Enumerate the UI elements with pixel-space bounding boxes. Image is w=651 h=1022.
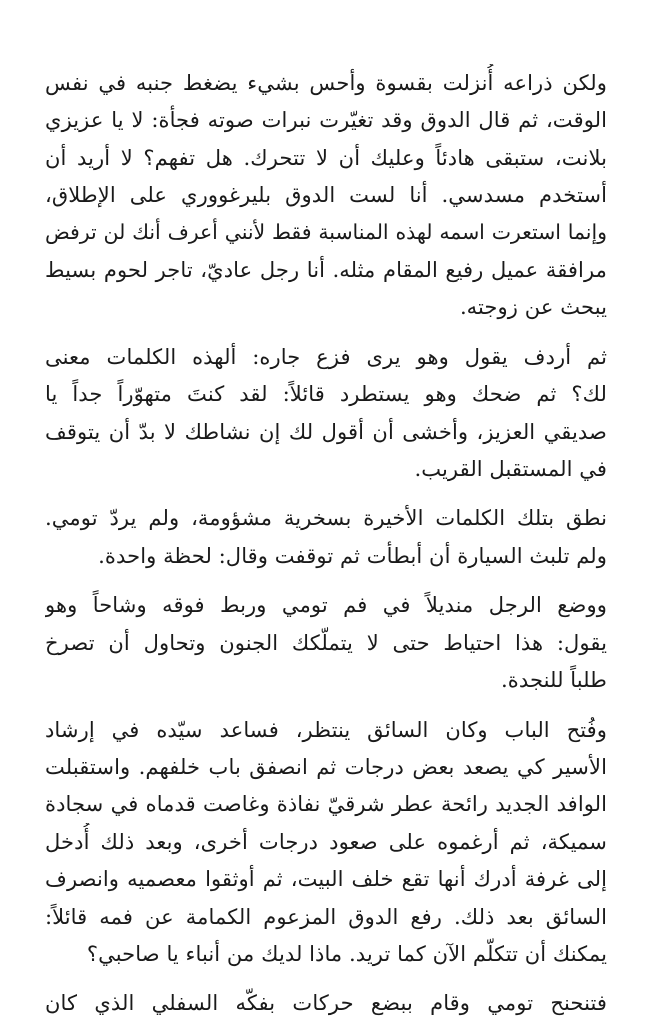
text-line: أستخدم مسدسي. أنا لست الدوق بليرغووري على الإطلاق،	[45, 182, 607, 208]
text-line: صديقي العزيز، وأخشى أن أقول لك إن نشاطك لا بدّ أن يتوقف	[45, 418, 607, 444]
text-line: ثم أردف يقول وهو يرى فزع جاره: ألهذه الكلمات معنى	[45, 343, 607, 369]
text-line: يمكنك أن تتكلّم الآن كما تريد. ماذا لديك من أنباء يا صاحبي؟	[86, 940, 607, 966]
paragraph-gap	[45, 574, 607, 586]
text-line: فتنحنح تومي وقام ببضع حركات بفكّه السفلي الذي كان	[45, 990, 607, 1016]
text-line: الأسير كي يصعد بعض درجات ثم انصفق باب خلفهم. واستقبلت	[45, 753, 607, 779]
text-line: الوافد الجديد رائحة عطر شرقيّ نفاذة وغاصت قدماه في سجادة	[45, 791, 607, 817]
paragraph-gap	[45, 972, 607, 984]
paragraph-gap	[45, 699, 607, 711]
text-line: سميكة، ثم أرغموه على صعود درجات أخرى، وبعد ذلك أُدخل	[45, 828, 607, 854]
text-line: ووضع الرجل منديلاً في فم تومي وربط فوقه وشاحاً وهو	[45, 592, 607, 618]
paragraph-3	[45, 499, 607, 574]
text-line: يبحث عن زوجته.	[459, 294, 607, 320]
text-line: طلباً للنجدة.	[501, 667, 607, 693]
text-line: ولكن ذراعه أُنزلت بقسوة وأحس بشيء يضغط جنبه في نفس	[45, 70, 607, 95]
text-line: بلانت، ستبقى هادئاً وعليك أن لا تتحرك. هل تفهم؟ لا أريد أن	[45, 144, 607, 170]
text-line: إلى غرفة أدرك أنها تقع خلف البيت، ثم أوثقوا معصميه وانصرف	[45, 866, 607, 892]
text-line: وإنما استعرت اسمه لهذه المناسبة فقط لأنني أعرف أنك لن ترفض	[45, 219, 607, 244]
text-line: نطق بتلك الكلمات الأخيرة بسخرية مشؤومة، ولم يردّ تومي.	[45, 505, 607, 531]
text-line: مرافقة عميل رفيع المقام مثله. أنا رجل عاديّ، تاجر لحوم بسيط	[45, 257, 607, 283]
text-line: وفُتح الباب وكان السائق ينتظر، فساعد سيّده في إرشاد	[45, 716, 607, 742]
paragraph-gap	[45, 487, 607, 499]
text-line: ولم تلبث السيارة أن أبطأت ثم توقفت وقال: لحظة واحدة.	[98, 542, 607, 568]
paragraph-gap	[45, 326, 607, 338]
text-line: الوقت، ثم قال الدوق وقد تغيّرت نبرات صوته فجأة: لا يا عزيزي	[45, 107, 607, 133]
paragraph-1	[45, 64, 607, 326]
text-line: يقول: هذا احتياط حتى لا يتملّكك الجنون وتحاول أن تصرخ	[45, 629, 607, 655]
paragraph-6	[45, 984, 607, 1021]
text-line: في المستقبل القريب.	[414, 456, 607, 482]
text-line: لك؟ ثم ضحك وهو يستطرد قائلاً: لقد كنتَ متهوّراً جداً يا	[45, 381, 607, 407]
paragraph-5	[45, 711, 607, 973]
text-line: السائق بعد ذلك. رفع الدوق المزعوم الكمامة عن فمه قائلاً:	[45, 903, 607, 929]
paragraph-2	[45, 338, 607, 488]
paragraph-4	[45, 586, 607, 698]
